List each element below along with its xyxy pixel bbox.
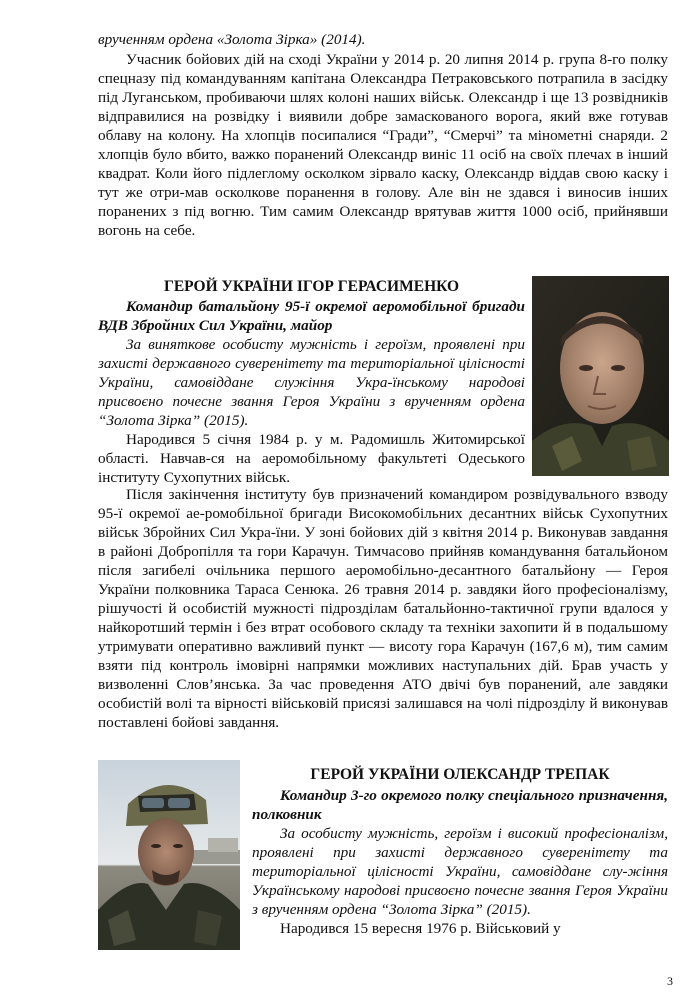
hero2-portrait-photo bbox=[98, 760, 240, 950]
hero1-career-section bbox=[98, 485, 668, 732]
hero1-born: Народився 5 січня 1984 р. у м. Радомишль Житомирської області. Навчав-ся на аеромобільному факультеті Одеського інституту Сухопутних військ. bbox=[98, 431, 525, 486]
hero2-rank: Командир 3-го окремого полку спеціального призначення, полковник bbox=[252, 787, 668, 823]
hero1-portrait-photo bbox=[532, 276, 669, 476]
hero1-rank: Командир батальйону 95-ї окремої аеромобільної бригади ВДВ Збройних Сил України, майор bbox=[98, 298, 525, 334]
hero1-award: За виняткове особисту мужність і героїзм, проявлені при захисті державного суверенітету та територіальної цілісності України, самовіддане служіння Укра-їнському народові присвоєно почесне звання Героя України з врученням ордена “Золота Зірка” (2015). bbox=[98, 336, 525, 429]
page-number: 3 bbox=[667, 974, 673, 988]
hero2-title: ГЕРОЙ УКРАЇНИ ОЛЕКСАНДР ТРЕПАК bbox=[310, 766, 610, 783]
intro-paragraph: Учасник бойових дій на сході України у 2014 р. 20 липня 2014 р. група 8-го полку спецназу під командуванням капітана Олександра Петраковського потрапила в засідку під Луганськом, пробиваючи шлях колоні наших військ. Олександр і ще 13 розвідників відправилися на розвідку і виявили добре замаскованого ворога, який вже готував облаву на колону. На хлопців посипалися “Гради”, “Смерчі” та мінометні снаряди. 2 хлопців було вбито, важко поранений Олександр виніс 11 осіб на своїх плечах в інший квадрат. Коли його підлеглому осколком зірвало каску, Олександр віддав свою каску і тут же отри-мав осколкове поранення в голову. Але він не здався і виносив інших поранених з під вогню. Тим самим Олександр врятував життя 1000 осіб, прийнявши вогонь на себе. bbox=[98, 51, 668, 239]
hero1-title: ГЕРОЙ УКРАЇНИ ІГОР ГЕРАСИМЕНКО bbox=[163, 278, 460, 295]
hero2-born: Народився 15 вересня 1976 р. Військовий у bbox=[280, 920, 561, 937]
intro-section bbox=[98, 30, 668, 240]
intro-first-line: врученням ордена «Золота Зірка» (2014). bbox=[98, 31, 366, 48]
hero2-award: За особисту мужність, героїзм і високий професіоналізм, проявлені при захисті державного суверенітету та територіальної цілісності України, самовіддане слу-жіння Українському народові присвоєно почесне звання Героя України з врученням ордена “Золота Зірка” (2015). bbox=[252, 825, 668, 918]
hero1-career: Після закінчення інституту був призначений командиром розвідувального взводу 95-ї окремої ае-ромобільної бригади Високомобільних десантних військ Сухопутних військ Збройних Сил Укра-їни. У зоні бойових дій з квітня 2014 р. Виконував завдання в районі Добропілля та гори Карачун. Тимчасово прийняв командування батальйоном після загибелі очільника першого аеромобільно-десантного батальйону — Героя України полковника Тараса Сенюка. 26 травня 2014 р. завдяки його професіоналізму, рішучості й особистій мужності підрозділам батальйонно-тактичної групи вдалося у найкоротший термін і без втрат особового складу та техніки захопити й в подальшому утримувати оперативно важливий пункт — висоту гора Карачун (167,6 м), тим самим взяти під контроль імовірні напрямки можливих наступальних дій. Брав участь у визволенні Слов’янська. За час проведення АТО двічі був поранений, але завдяки особистій волі та вірності військовій присязі залишався на чолі підрозділу й виконував поставлені бойові завдання. bbox=[98, 486, 668, 731]
hero2-section bbox=[252, 765, 668, 938]
hero1-section bbox=[98, 277, 525, 487]
